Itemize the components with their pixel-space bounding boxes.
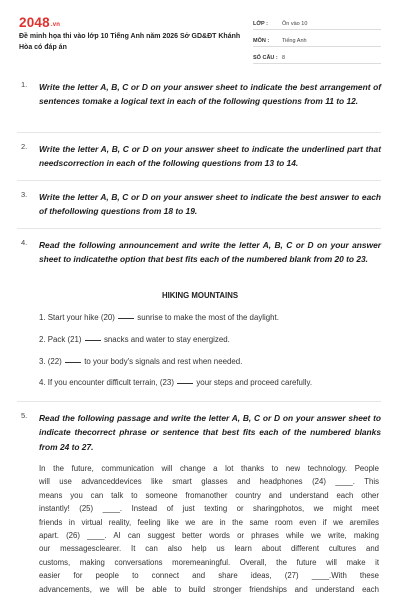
passage-line: will use advanceddevices like smart glasses and headphones (24) ____. This [39, 477, 379, 487]
passage-line: our messagesclearer. It can also help us learn about different cultures and [39, 544, 379, 554]
passage-line: easier for people to connect and share ideas, (27) ____.With these [39, 571, 379, 581]
passage-line: means you can talk to someone fromanother country and understand each other [39, 490, 379, 500]
divider [17, 132, 381, 133]
announcement-title: HIKING MOUNTAINS [161, 291, 239, 300]
announcement-item-4: 4. If you encounter difficult terrain, (23) your steps and proceed carefully. [39, 378, 313, 387]
passage-line: customs, making conversations moremeaningful. Overall, the future will make it [39, 557, 379, 567]
class-field: LỚP : Ôn vào 10 [253, 16, 381, 30]
announcement-item-2: 2. Pack (21) snacks and water to stay energized. [39, 335, 230, 344]
passage-line: friends in virtual reality, feeling like we are in the same room even if we aremiles [39, 517, 379, 527]
divider [17, 228, 381, 229]
site-logo[interactable]: 2048.vn [19, 15, 61, 30]
announcement-item-3: 3. (22) to your body's signals and rest when needed. [39, 357, 243, 366]
question-instruction: Read the following announcement and write the letter A, B, C or D on your answer sheet to indicatethe option that best fits each of the numbered blank from 20 to 23. [39, 240, 381, 265]
question-instruction: Read the following passage and write the letter A, B, C or D on your answer sheet to indicate thecorrect phrase or sentence that best fits each of the numbered blanks from 24 to 27. [39, 413, 381, 452]
passage-line: In the future, communication will change a lot thanks to new technology. People [39, 464, 379, 473]
question-number: 2. [21, 142, 28, 151]
document-title: Đề minh họa thi vào lớp 10 Tiếng Anh năm 2026 Sở GD&ĐT Khánh Hòa có đáp án [19, 33, 241, 51]
passage-line: instantly! (25) ____. Instead of just texting or sharingphotos, we might meet [39, 504, 379, 514]
answer-blank [65, 361, 81, 363]
info-fields [253, 16, 381, 67]
question-number: 3. [21, 190, 28, 199]
question-number: 5. [21, 411, 28, 420]
passage-line: apart. (26) ____. AI can suggest better words or phrases while we write, making [39, 531, 379, 541]
question-instruction: Write the letter A, B, C or D on your answer sheet to indicate the best arrangement of sentences tomake a logical text in each of the following questions from 11 to 12. [39, 82, 381, 107]
question-number: 1. [21, 80, 28, 89]
question-instruction: Write the letter A, B, C or D on your answer sheet to indicate the best answer to each of thefollowing questions from 18 to 19. [39, 192, 381, 217]
question-number: 4. [21, 238, 28, 247]
divider [17, 401, 381, 402]
page-header [0, 0, 400, 62]
subject-field: MÔN : Tiếng Anh [253, 33, 381, 47]
announcement-item-1: 1. Start your hike (20) sunrise to make the most of the daylight. [39, 313, 279, 322]
divider [17, 180, 381, 181]
question-count-field: SỐ CÂU : 8 [253, 50, 381, 64]
answer-blank [118, 317, 134, 319]
answer-blank [177, 382, 193, 384]
reading-passage [39, 462, 379, 596]
answer-blank [85, 339, 101, 341]
question-instruction: Write the letter A, B, C or D on your answer sheet to indicate the underlined part that needscorrection in each of the following questions from 13 to 14. [39, 144, 381, 169]
passage-line: advancements, we will be able to build stronger friendships and understand each [39, 584, 379, 594]
